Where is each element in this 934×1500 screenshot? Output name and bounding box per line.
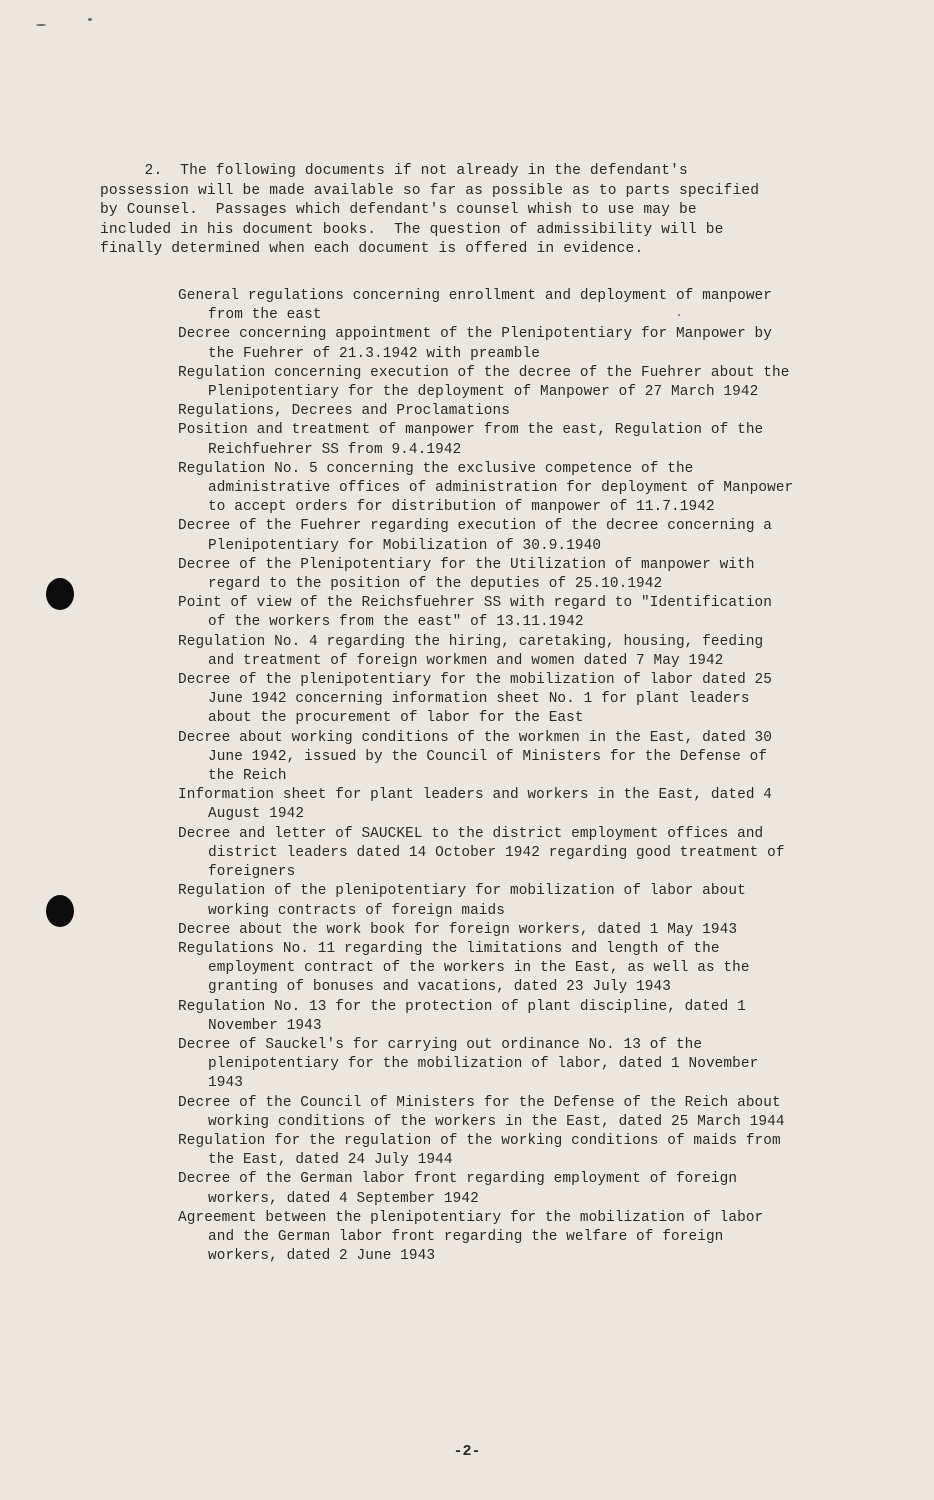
list-item: Decree of the Fuehrer regarding execution of the decree concerning a Plenipotentiary for Mobilization of 30.9.1940: [178, 518, 773, 554]
list-item: Position and treatment of manpower from the east, Regulation of the Reichfuehrer SS from 9.4.1942: [178, 422, 764, 458]
list-item: Regulation No. 5 concerning the exclusive competence of the administrative offices of administration for deployment of Manpower to accept orders for distribution of manpower of 11.7.1942: [178, 460, 794, 516]
list-item: Decree of the Council of Ministers for the Defense of the Reich about working conditions of the workers in the East, dated 25 March 1944: [178, 1094, 785, 1130]
paper-speck: [88, 18, 92, 21]
list-item: Decree of the plenipotentiary for the mobilization of labor dated 25 June 1942 concerning information sheet No. 1 for plant leaders about the procurement of labor for the East: [178, 672, 773, 727]
list-item: Regulation of the plenipotentiary for mobilization of labor about working contracts of foreign maids: [178, 883, 746, 919]
punch-hole-lower: [46, 895, 74, 927]
list-item: Regulation No. 4 regarding the hiring, caretaking, housing, feeding and treatment of foreign workmen and women dated 7 May 1942: [178, 633, 764, 669]
paper-speck: [36, 24, 46, 26]
list-item: Decree about working conditions of the workmen in the East, dated 30 June 1942, issued by the Council of Ministers for the Defense of the Reich: [178, 729, 773, 785]
list-item: Regulation for the regulation of the working conditions of maids from the East, dated 24 July 1944: [178, 1132, 781, 1169]
page-number: -2-: [453, 1443, 481, 1460]
list-item: General regulations concerning enrollment and deployment of manpower from the east: [178, 288, 773, 324]
list-item: Decree and letter of SAUCKEL to the district employment offices and district leaders dated 14 October 1942 regarding good treatment of foreigners: [178, 825, 785, 881]
list-item: Regulation No. 13 for the protection of plant discipline, dated 1 November 1943: [178, 998, 746, 1034]
list-item: Regulations, Decrees and Proclamations: [178, 403, 510, 420]
list-item: Decree of the German labor front regarding employment of foreign workers, dated 4 September 1942: [178, 1171, 738, 1207]
list-item: Decree of the Plenipotentiary for the Utilization of manpower with regard to the position of the deputies of 25.10.1942: [178, 556, 755, 593]
document-list: [178, 287, 798, 1266]
list-item: Regulation concerning execution of the decree of the Fuehrer about the Plenipotentiary for the deployment of Manpower of 27 March 1942: [178, 364, 790, 401]
list-item: Decree of Sauckel's for carrying out ordinance No. 13 of the plenipotentiary for the mobilization of labor, dated 1 November 1943: [178, 1036, 759, 1092]
intro-paragraph: 2. The following documents if not already in the defendant's possession will be made available so far as possible as to parts specified by Counsel. Passages which defendant's counsel whish to use may be included in his document books. The question of admissibility will be finally determined when each document is offered in evidence.: [100, 163, 760, 258]
list-item: Decree concerning appointment of the Plenipotentiary for Manpower by the Fuehrer of 21.3.1942 with preamble: [178, 326, 773, 362]
list-item: Information sheet for plant leaders and workers in the East, dated 4 August 1942: [178, 787, 773, 823]
list-item: Point of view of the Reichsfuehrer SS with regard to "Identification of the workers from the east" of 13.11.1942: [178, 595, 773, 631]
list-item: Regulations No. 11 regarding the limitations and length of the employment contract of the workers in the East, as well as the granting of bonuses and vacations, dated 23 July 1943: [178, 940, 750, 996]
punch-hole-upper: [46, 578, 74, 610]
list-item: Decree about the work book for foreign workers, dated 1 May 1943: [178, 921, 738, 938]
list-item: Agreement between the plenipotentiary for the mobilization of labor and the German labor front regarding the welfare of foreign workers, dated 2 June 1943: [178, 1209, 764, 1265]
